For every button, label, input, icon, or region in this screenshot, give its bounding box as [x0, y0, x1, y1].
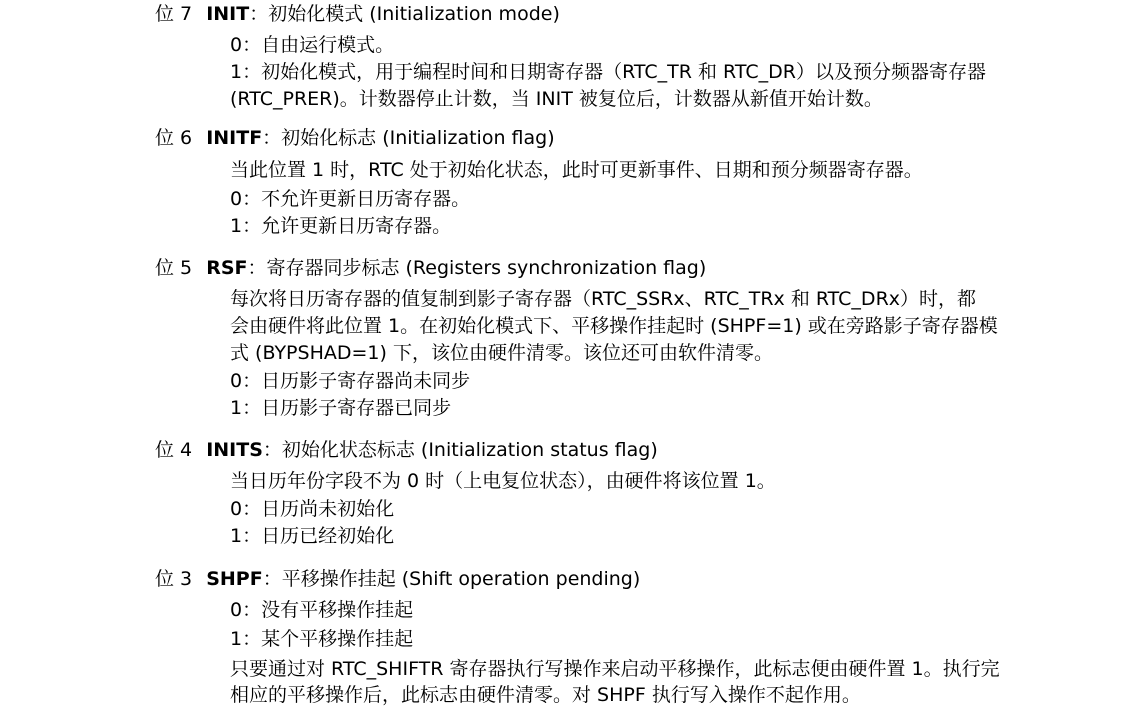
bit-name: INITF [206, 127, 263, 149]
bit-4-line: 当日历年份字段不为 0 时（上电复位状态），由硬件将该位置 1。 [230, 470, 776, 492]
bit-5-line: 式 (BYPSHAD=1) 下，该位由硬件清零。该位还可由软件清零。 [230, 342, 773, 364]
bit-5-line: 会由硬件将此位置 1。在初始化模式下、平移操作挂起时 (SHPF=1) 或在旁路影子寄存器模 [230, 315, 998, 337]
bit-description: ：寄存器同步标志 (Registers synchronization flag) [247, 257, 707, 279]
bit-description: ：初始化标志 (Initialization flag) [262, 127, 555, 149]
bit-6-line: 当此位置 1 时，RTC 处于初始化状态，此时可更新事件、日期和预分频器寄存器。 [230, 159, 923, 181]
bit-label: 位 5 [155, 257, 193, 279]
bit-4-heading [155, 436, 658, 464]
bit-4-line: 1：日历已经初始化 [230, 525, 395, 547]
bit-3-line: 只要通过对 RTC_SHIFTR 寄存器执行写操作来启动平移操作，此标志便由硬件置 1。执行完 [230, 658, 1000, 680]
bit-label: 位 6 [155, 127, 193, 149]
bit-6-line: 0：不允许更新日历寄存器。 [230, 188, 471, 210]
bit-3-line: 1：某个平移操作挂起 [230, 628, 414, 650]
bit-5-line: 1：日历影子寄存器已同步 [230, 397, 452, 419]
bit-5-line: 每次将日历寄存器的值复制到影子寄存器（RTC_SSRx、RTC_TRx 和 RTC_DRx）时，都 [230, 288, 977, 310]
bit-name: INITS [206, 439, 263, 461]
bit-name: INIT [206, 3, 250, 25]
bit-5-line: 0：日历影子寄存器尚未同步 [230, 370, 471, 392]
bit-3-heading [155, 565, 640, 593]
bit-6-heading [155, 124, 555, 152]
bit-description: ：初始化模式 (Initialization mode) [249, 3, 560, 25]
bit-3-line: 0：没有平移操作挂起 [230, 599, 414, 621]
bit-name: SHPF [206, 568, 263, 590]
bit-7-line: (RTC_PRER)。计数器停止计数，当 INIT 被复位后，计数器从新值开始计数。 [230, 88, 883, 110]
bit-description: ：平移操作挂起 (Shift operation pending) [262, 568, 641, 590]
bit-6-line: 1：允许更新日历寄存器。 [230, 215, 452, 237]
bit-description: ：初始化状态标志 (Initialization status flag) [262, 439, 658, 461]
bit-label: 位 3 [155, 568, 193, 590]
bit-label: 位 7 [155, 3, 193, 25]
bit-3-line: 相应的平移操作后，此标志由硬件清零。对 SHPF 执行写入操作不起作用。 [230, 684, 861, 706]
bit-5-heading [155, 254, 706, 282]
bit-label: 位 4 [155, 439, 193, 461]
bit-4-line: 0：日历尚未初始化 [230, 498, 395, 520]
bit-7-line: 0：自由运行模式。 [230, 34, 395, 56]
bit-7-heading [155, 0, 560, 28]
bit-name: RSF [206, 257, 248, 279]
bit-7-line: 1：初始化模式，用于编程时间和日期寄存器（RTC_TR 和 RTC_DR）以及预分频器寄存器 [230, 61, 986, 83]
